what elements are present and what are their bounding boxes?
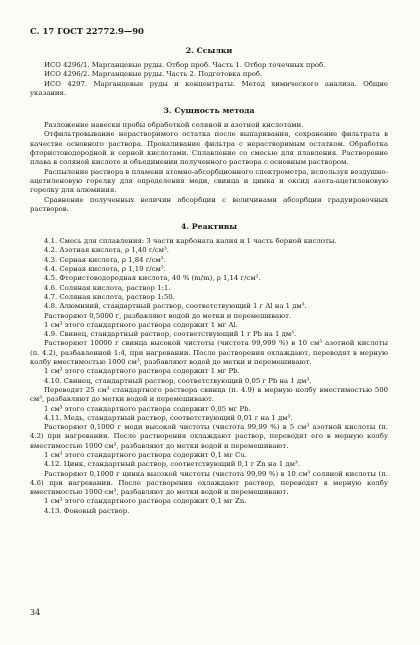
paragraph: 4.9. Свинец, стандартный раствор, соответствующий 1 г Pb на 1 дм³. [44, 330, 297, 339]
section-method-essence [30, 106, 388, 214]
paragraph: 4.10. Свинец, стандартный раствор, соответствующий 0,05 г Pb на 1 дм³. [44, 376, 312, 385]
paragraph: 1 см³ этого стандартного раствора содержит 1 мг Pb. [44, 367, 240, 376]
section-references [30, 46, 388, 98]
paragraph: Растворяют 10000 г свинца высокой чистоты (чистота 99,999 %) в 10 см³ азотной кислоты (п. 4.2), разбавленной 1:4, при нагревании. После растворения охлаждают, переводят в мерную колбу вместимостью 1000 см³, разбавляют водой до метки и перемешивают. [30, 339, 388, 367]
paragraph: 4.1. Смесь для сплавления: 3 части карбоната калия и 1 часть борной кислоты. [44, 237, 337, 246]
reference-item: ИСО 4296/1. Марганцевые руды. Отбор проб. Часть 1. Отбор точечных проб. [44, 61, 326, 69]
paragraph: 1 см³ этого стандартного раствора содержит 0,1 мг Cu. [44, 450, 247, 459]
section-title: 3. Сущность метода [163, 106, 255, 116]
paragraph: 4.6. Соляная кислота, раствор 1:1. [44, 283, 171, 292]
section-reagents [30, 222, 388, 516]
paragraph: 4.5. Фтористоводородная кислота, 40 % (m/m), ρ 1,14 г/см³. [44, 274, 261, 283]
paragraph: Переводят 25 см³ стандартного раствора свинца (п. 4.9) в мерную колбу вместимостью 500 см³, разбавляют до метки водой и перемешивают. [30, 385, 388, 404]
paragraph: Разложение навески пробы обработкой соляной и азотной кислотами. [44, 121, 304, 130]
paragraph: 4.13. Фоновый раствор. [44, 506, 130, 515]
reference-item: ИСО 4297. Марганцевые руды и концентраты. Метод химического анализа. Общие указания. [30, 79, 388, 97]
section-title: 2. Ссылки [185, 46, 233, 55]
paragraph: 4.7. Соляная кислота, раствор 1:50. [44, 292, 175, 301]
paragraph: Распыление раствора в пламени атомно-абсорбционного спектрометра, используя воздушно-ацетиленовую горелку для определения меди, свинца и цинка и оксид азота-ацетиленовую горелку для алюминия. [30, 167, 388, 195]
paragraph: Сравнение полученных величин абсорбции с величинами абсорбции градуировочных растворов. [30, 195, 388, 213]
paragraph: 4.2. Азотная кислота, ρ 1,40 г/см³. [44, 246, 169, 255]
paragraph: 1 см³ этого стандартного раствора содержит 0,05 мг Pb. [44, 404, 251, 413]
reference-item: ИСО 4296/2. Марганцевые руды. Часть 2. Подготовка проб. [44, 70, 263, 79]
paragraph: Растворяют 0,1000 г меди высокой чистоты (чистота 99,99 %) в 5 см³ азотной кислоты (п. 4.2) при нагревании. После растворения охлаждают раствор, переводят его в мерную колбу вместимостью 1000 см³, разбавляют до метки водой и перемешивают. [30, 423, 388, 450]
running-header: С. 17 ГОСТ 22772.9—90 [30, 26, 144, 36]
paragraph: 1 см³ этого стандартного раствора содержит 1 мг Al. [44, 320, 238, 329]
paragraph: 1 см³ этого стандартного раствора содержит 0,1 мг Zn. [44, 497, 247, 506]
paragraph: Растворяют 0,1000 г цинка высокой чистоты (чистота 99,99 %) в 10 см³ соляной кислоты (п. 4.6) при нагревании. После растворения охлаждают раствор, переводят в мерную колбу вместимостью 1000 см³, разбавляют до метки водой и перемешивают. [30, 469, 388, 497]
paragraph: 4.11. Медь, стандартный раствор, соответствующий 0,01 г на 1 дм³. [44, 413, 293, 422]
paragraph: 4.4. Серная кислота, ρ 1,19 г/см³. [44, 265, 166, 274]
page-number: 34 [30, 608, 41, 617]
paragraph: Отфильтровывание нерастворимого остатка после выпаривания, сохранение фильтрата в качестве основного раствора. Прокаливание фильтра с нерастворимым остатком. Обработка фтористоводородной и серной кислотами. Сплавление со смесью для плавления. Растворение плава в соляной кислоте и объединении полученного раствора с основным раствором. [30, 130, 388, 167]
paragraph: Растворяют 0,5000 г, разбавляют водой до метки и перемешивают. [44, 311, 292, 320]
paragraph: 4.12. Цинк, стандартный раствор, соответствующий 0,1 г Zn на 1 дм³. [44, 460, 300, 469]
paragraph: 4.3. Серная кислота, ρ 1,84 г/см³. [44, 255, 166, 264]
section-title: 4. Реактивы [180, 222, 238, 232]
paragraph: 4.8. Алюминий, стандартный раствор, соответствующий 1 г Al на 1 дм³. [44, 302, 307, 311]
